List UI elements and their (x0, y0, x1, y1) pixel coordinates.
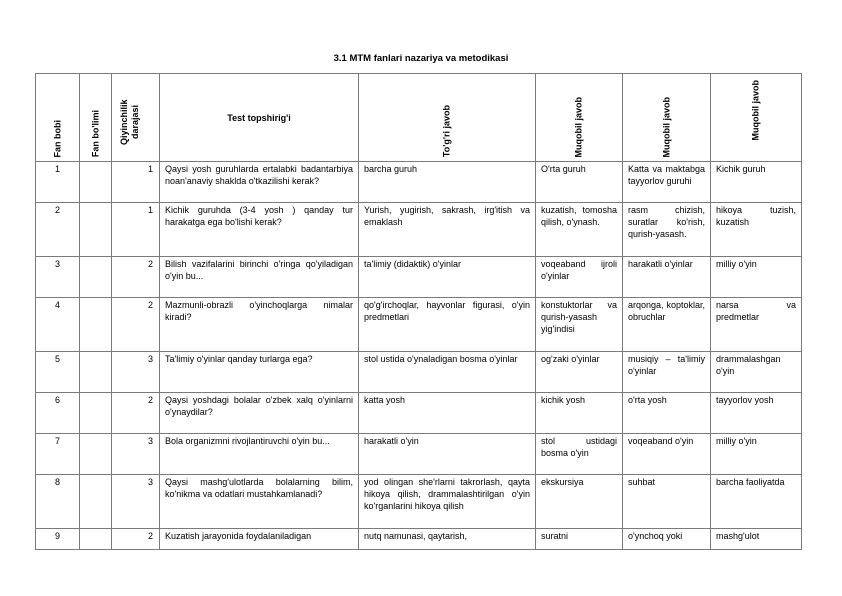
cell-muqobil-javob-1: stol ustidagi bosma o'yin (536, 434, 623, 475)
table-row (36, 393, 802, 434)
cell-muqobil-javob-2: harakatli o'yinlar (623, 257, 711, 298)
cell-qiyinchilik: 1 (112, 203, 160, 257)
cell-fan-bobi: 6 (36, 393, 80, 434)
cell-fan-bobi: 9 (36, 529, 80, 550)
cell-qiyinchilik: 3 (112, 434, 160, 475)
cell-togri-javob: harakatli o'yin (359, 434, 536, 475)
cell-muqobil-javob-1: konstuktorlar va qurish-yasash yig'indisi (536, 298, 623, 352)
cell-fan-bolimi (80, 475, 112, 529)
cell-muqobil-javob-3: hikoya tuzish, kuzatish (711, 203, 802, 257)
cell-fan-bobi: 8 (36, 475, 80, 529)
cell-fan-bolimi (80, 257, 112, 298)
cell-muqobil-javob-1: voqeaband ijroli o'yinlar (536, 257, 623, 298)
cell-muqobil-javob-1: kichik yosh (536, 393, 623, 434)
table-row (36, 162, 802, 203)
cell-togri-javob: yod olingan she'rlarni takrorlash, qayta hikoya qilish, drammalashtirilgan o'yin ko'rganlarini hikoya qilish (359, 475, 536, 529)
cell-qiyinchilik: 2 (112, 529, 160, 550)
cell-muqobil-javob-1: og'zaki o'yinlar (536, 352, 623, 393)
cell-muqobil-javob-1: O'rta guruh (536, 162, 623, 203)
cell-muqobil-javob-2: arqonga, koptoklar, obruchlar (623, 298, 711, 352)
cell-qiyinchilik: 3 (112, 352, 160, 393)
cell-test-topshirigi: Bilish vazifalarini birinchi o'ringa qo'yiladigan o'yin bu... (160, 257, 359, 298)
cell-togri-javob: ta'limiy (didaktik) o'yinlar (359, 257, 536, 298)
cell-muqobil-javob-3: milliy o'yin (711, 257, 802, 298)
cell-fan-bobi: 4 (36, 298, 80, 352)
cell-qiyinchilik: 3 (112, 475, 160, 529)
cell-muqobil-javob-3: Kichik guruh (711, 162, 802, 203)
table-row (36, 434, 802, 475)
cell-qiyinchilik: 2 (112, 298, 160, 352)
cell-muqobil-javob-2: voqeaband o'yin (623, 434, 711, 475)
table-row (36, 352, 802, 393)
header-test-topshirigi: Test topshirig'i (160, 74, 359, 162)
cell-togri-javob: katta yosh (359, 393, 536, 434)
cell-muqobil-javob-1: ekskursiya (536, 475, 623, 529)
table-row (36, 529, 802, 550)
header-muqobil-javob-3: Muqobil javob (711, 74, 802, 162)
cell-togri-javob: nutq namunasi, qaytarish, (359, 529, 536, 550)
header-togri-javob: To'g'ri javob (359, 74, 536, 162)
cell-fan-bolimi (80, 529, 112, 550)
cell-test-topshirigi: Qaysi mashg'ulotlarda bolalarning bilim, ko'nikma va odatlari mustahkamlanadi? (160, 475, 359, 529)
cell-fan-bolimi (80, 203, 112, 257)
cell-test-topshirigi: Ta'limiy o'yinlar qanday turlarga ega? (160, 352, 359, 393)
cell-muqobil-javob-2: Katta va maktabga tayyorlov guruhi (623, 162, 711, 203)
cell-fan-bobi: 3 (36, 257, 80, 298)
cell-togri-javob: stol ustida o'ynaladigan bosma o'yinlar (359, 352, 536, 393)
cell-qiyinchilik: 2 (112, 257, 160, 298)
cell-muqobil-javob-3: tayyorlov yosh (711, 393, 802, 434)
document-title: 3.1 MTM fanlari nazariya va metodikasi (333, 53, 509, 64)
cell-test-topshirigi: Kuzatish jarayonida foydalaniladigan (160, 529, 359, 550)
cell-muqobil-javob-2: suhbat (623, 475, 711, 529)
cell-muqobil-javob-1: suratni (536, 529, 623, 550)
cell-togri-javob: barcha guruh (359, 162, 536, 203)
cell-muqobil-javob-3: milliy o'yin (711, 434, 802, 475)
cell-fan-bolimi (80, 298, 112, 352)
cell-test-topshirigi: Kichik guruhda (3-4 yosh ) qanday tur harakatga ega bo'lishi kerak? (160, 203, 359, 257)
cell-fan-bobi: 2 (36, 203, 80, 257)
cell-muqobil-javob-2: o'ynchoq yoki (623, 529, 711, 550)
cell-test-topshirigi: Mazmunli-obrazli o'yinchoqlarga nimalar kiradi? (160, 298, 359, 352)
table-row (36, 475, 802, 529)
cell-qiyinchilik: 1 (112, 162, 160, 203)
cell-muqobil-javob-3: mashg'ulot (711, 529, 802, 550)
cell-test-topshirigi: Qaysi yosh guruhlarda ertalabki badantarbiya noan'anaviy shaklda o'tkazilishi kerak? (160, 162, 359, 203)
cell-fan-bobi: 7 (36, 434, 80, 475)
cell-test-topshirigi: Qaysi yoshdagi bolalar o'zbek xalq o'yinlarni o'ynaydilar? (160, 393, 359, 434)
header-muqobil-javob-1: Muqobil javob (536, 74, 623, 162)
header-fan-bolimi: Fan bo'limi (80, 74, 112, 162)
cell-fan-bolimi (80, 352, 112, 393)
cell-togri-javob: qo'g'irchoqlar, hayvonlar figurasi, o'yin predmetlari (359, 298, 536, 352)
cell-fan-bolimi (80, 393, 112, 434)
table-row (36, 298, 802, 352)
table-row (36, 203, 802, 257)
table-row (36, 257, 802, 298)
header-row (36, 74, 802, 162)
cell-test-topshirigi: Bola organizmni rivojlantiruvchi o'yin bu... (160, 434, 359, 475)
header-qiyinchilik-darajasi: Qiyinchilik darajasi (112, 74, 160, 162)
cell-fan-bolimi (80, 434, 112, 475)
cell-muqobil-javob-1: kuzatish, tomosha qilish, o'ynash. (536, 203, 623, 257)
cell-fan-bolimi (80, 162, 112, 203)
cell-togri-javob: Yurish, yugirish, sakrash, irg'itish va emaklash (359, 203, 536, 257)
cell-fan-bobi: 1 (36, 162, 80, 203)
cell-fan-bobi: 5 (36, 352, 80, 393)
cell-muqobil-javob-3: narsa va predmetlar (711, 298, 802, 352)
cell-qiyinchilik: 2 (112, 393, 160, 434)
header-muqobil-javob-2: Muqobil javob (623, 74, 711, 162)
cell-muqobil-javob-3: barcha faoliyatda (711, 475, 802, 529)
test-table (35, 73, 802, 550)
cell-muqobil-javob-3: drammalashgan o'yin (711, 352, 802, 393)
cell-muqobil-javob-2: rasm chizish, suratlar ko'rish, qurish-yasash. (623, 203, 711, 257)
cell-muqobil-javob-2: musiqiy – ta'limiy o'yinlar (623, 352, 711, 393)
cell-muqobil-javob-2: o'rta yosh (623, 393, 711, 434)
header-fan-bobi: Fan bobi (36, 74, 80, 162)
